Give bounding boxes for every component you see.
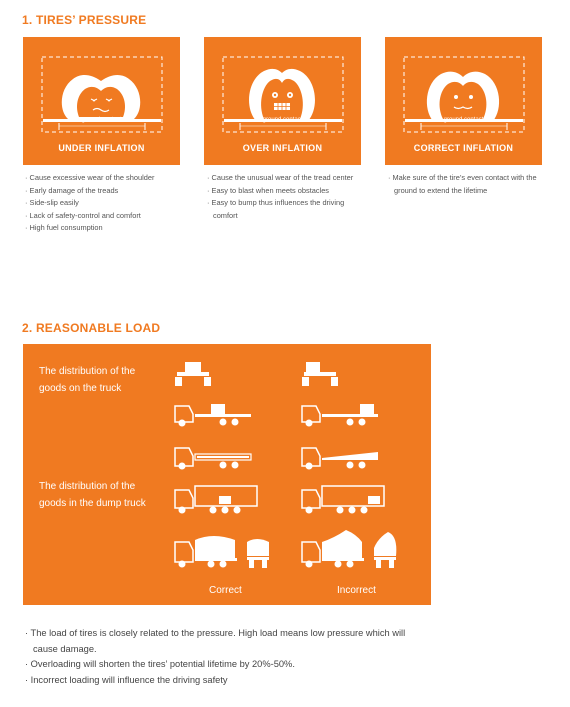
load-notes (25, 626, 425, 688)
list-item: · Easy to bump thus influences the driving comfort (207, 198, 345, 220)
flatbed-truck-correct-icon (173, 440, 253, 472)
flatbed-truck-incorrect-icon (300, 440, 380, 472)
list-item: · High fuel consumption (25, 223, 103, 232)
box-truck-correct-icon (173, 482, 259, 516)
under-inflation-label: UNDER INFLATION (58, 143, 145, 153)
list-item: · Early damage of the treads (25, 185, 119, 195)
dump-truck-correct-icon (173, 530, 283, 570)
correct-inflation-label: CORRECT INFLATION (413, 143, 514, 153)
list-item: · Overloading will shorten the tires’ potential lifetime by 20%-50%. (25, 659, 295, 669)
under-inflation-bullets (25, 172, 175, 235)
axle-load-correct-icon (173, 360, 213, 390)
over-inflation-bullets (207, 172, 357, 222)
axle-load-incorrect-icon (300, 360, 340, 390)
list-item: · Lack of safety-control and comfort (25, 210, 141, 220)
flatbed-truck-correct-icon (173, 396, 253, 428)
section-title-reasonable-load: 2. REASONABLE LOAD (22, 321, 161, 335)
over-inflation-card (204, 37, 361, 165)
truck-distribution-text: The distribution of the goods on the truck (39, 366, 136, 394)
list-item: · Cause excessive wear of the shoulder (25, 173, 155, 182)
flatbed-truck-incorrect-icon (300, 396, 380, 428)
under-inflation-card (23, 37, 180, 165)
correct-label: Correct (209, 585, 242, 596)
ground-contact-label: ground contact (81, 117, 122, 123)
correct-inflation-card (385, 37, 542, 165)
dump-truck-distribution-text: The distribution of the goods in the dump truck (39, 481, 146, 509)
list-item: · The load of tires is closely related to the pressure. High load means low pressure which will cause damage. (25, 628, 406, 654)
correct-inflation-bullets (388, 172, 538, 197)
section-title-tires-pressure: 1. TIRES’ PRESSURE (22, 13, 147, 27)
list-item: · Cause the unusual wear of the tread center (207, 173, 354, 182)
incorrect-label: Incorrect (337, 585, 376, 596)
ground-contact-label: ground contact (443, 117, 484, 123)
box-truck-incorrect-icon (300, 482, 386, 516)
over-inflation-label: OVER INFLATION (242, 143, 323, 153)
dump-truck-incorrect-icon (300, 528, 410, 570)
list-item: · Make sure of the tire’s even contact with the ground to extend the lifetime (388, 173, 537, 195)
load-distribution-panel (23, 344, 431, 605)
ground-contact-label: ground contact (262, 117, 303, 123)
list-item: · Side-slip easily (25, 198, 79, 207)
list-item: · Incorrect loading will influence the driving safety (25, 674, 228, 685)
list-item: · Easy to blast when meets obstacles (207, 185, 330, 195)
